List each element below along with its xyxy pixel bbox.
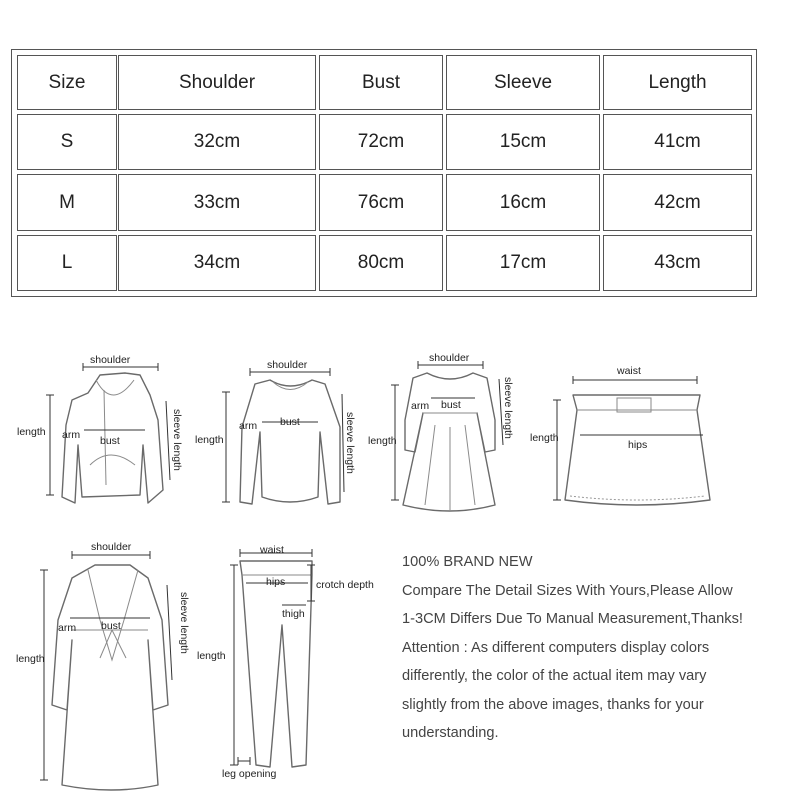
- skirt-waist-label: waist: [617, 365, 641, 377]
- cell-size: M: [17, 174, 117, 231]
- sweater-length-label: length: [195, 434, 224, 446]
- skirt-length-label: length: [530, 432, 559, 444]
- cell-sleeve: 15cm: [446, 114, 600, 170]
- dress-length-label: length: [368, 435, 397, 447]
- cell-shoulder: 32cm: [118, 114, 316, 170]
- cell-bust: 80cm: [319, 235, 443, 291]
- skirt-diagram: [525, 360, 725, 525]
- note-measurement: 1-3CM Differs Due To Manual Measurement,Thanks!: [402, 611, 743, 627]
- header-bust: Bust: [319, 55, 443, 110]
- pants-outline: [240, 561, 312, 767]
- hoodie-shoulder-label: shoulder: [90, 354, 131, 366]
- cell-shoulder: 33cm: [118, 174, 316, 231]
- cell-shoulder: 34cm: [118, 235, 316, 291]
- product-notes: [402, 548, 797, 748]
- pants-waist-label: waist: [260, 544, 284, 556]
- dress-bust-label: bust: [441, 399, 461, 411]
- header-sleeve: Sleeve: [446, 55, 600, 110]
- cell-size: S: [17, 114, 117, 170]
- pants-diagram: [197, 535, 400, 790]
- cell-bust: 72cm: [319, 114, 443, 170]
- sweater-arm-label: arm: [239, 420, 258, 432]
- sweater-sleeve-length-label: sleeve length: [344, 412, 356, 474]
- skirt-hips-label: hips: [628, 439, 648, 451]
- note-images: slightly from the above images, thanks for your: [402, 696, 704, 713]
- note-attention: Attention : As different computers display colors: [402, 639, 710, 656]
- header-size: Size: [17, 55, 117, 110]
- hoodie-length-label: length: [17, 426, 46, 438]
- cell-sleeve: 16cm: [446, 174, 600, 231]
- header-shoulder: Shoulder: [118, 55, 316, 110]
- dress-diagram: [365, 345, 525, 525]
- dress-shoulder-label: shoulder: [429, 352, 470, 364]
- coat-sleeve-length-label: sleeve length: [178, 592, 190, 654]
- coat-outline: [52, 565, 168, 790]
- size-chart-table: [11, 49, 757, 297]
- coat-arm-label: arm: [58, 622, 77, 634]
- cell-length: 41cm: [603, 114, 752, 170]
- note-compare: Compare The Detail Sizes With Yours,Please Allow: [402, 582, 733, 599]
- sweater-diagram: [190, 352, 370, 527]
- cell-sleeve: 17cm: [446, 235, 600, 291]
- dress-sleeve-length-label: sleeve length: [502, 377, 514, 439]
- dress-outline: [403, 373, 495, 511]
- pants-crotch-depth-label: crotch depth: [316, 579, 374, 591]
- cell-size: L: [17, 235, 117, 291]
- coat-bust-label: bust: [101, 620, 121, 632]
- cell-length: 42cm: [603, 174, 752, 231]
- hoodie-bust-label: bust: [100, 435, 120, 447]
- note-understanding: understanding.: [402, 725, 499, 741]
- cell-bust: 76cm: [319, 174, 443, 231]
- sweater-outline: [240, 380, 340, 504]
- hoodie-sleeve-length-label: sleeve length: [171, 409, 183, 471]
- sweater-shoulder-label: shoulder: [267, 359, 308, 371]
- header-length: Length: [603, 55, 752, 110]
- coat-shoulder-label: shoulder: [91, 541, 132, 553]
- pants-hips-label: hips: [266, 576, 286, 588]
- sweater-bust-label: bust: [280, 416, 300, 428]
- hoodie-arm-label: arm: [62, 429, 81, 441]
- coat-length-label: length: [16, 653, 45, 665]
- note-color: differently, the color of the actual item may vary: [402, 668, 707, 684]
- hoodie-diagram: [0, 345, 200, 525]
- pants-thigh-label: thigh: [282, 608, 305, 620]
- coat-diagram: [0, 530, 200, 805]
- note-brand-new: 100% BRAND NEW: [402, 554, 533, 570]
- cell-length: 43cm: [603, 235, 752, 291]
- dress-arm-label: arm: [411, 400, 430, 412]
- pants-length-label: length: [197, 650, 226, 662]
- pants-leg-opening-label: leg opening: [222, 768, 277, 780]
